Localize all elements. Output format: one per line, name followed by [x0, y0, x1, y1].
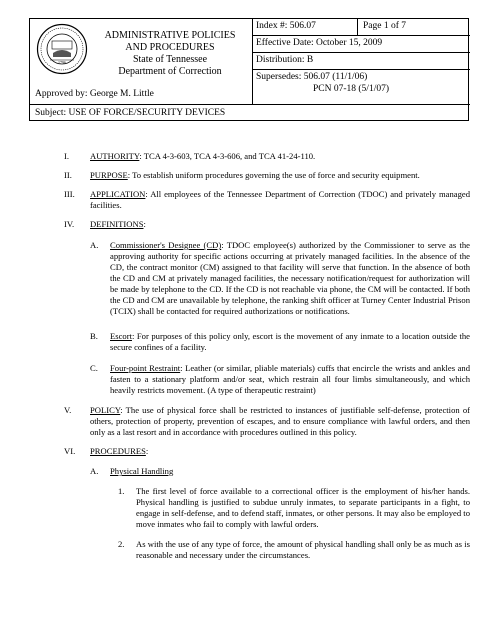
- section-application: [90, 189, 470, 211]
- definition-text: : Leather (or similar, pliable materials) cuffs that encircle the wrists and ankles and fasten to a stationary platform and/or seat, which restrain all four limbs simultaneously, and which heavily restricts movement. (A type of therapeutic restraint): [110, 363, 470, 395]
- index-number: Index #: 506.07: [256, 21, 316, 31]
- state-seal-icon: [36, 23, 88, 75]
- header-box: [29, 18, 469, 121]
- divider: [252, 69, 470, 70]
- section-text: : All employees of the Tennessee Department of Correction (TDOC) and privately managed facilities.: [90, 189, 470, 210]
- organization-name: [92, 30, 248, 78]
- section-policy: [90, 405, 470, 438]
- org-line-3: State of Tennessee: [132, 54, 208, 65]
- item-label: A.: [90, 240, 99, 250]
- section-text: :: [143, 219, 146, 229]
- distribution: Distribution: B: [256, 55, 314, 65]
- definition-term: Commissioner's Designee (CD): [110, 240, 222, 250]
- effective-date: Effective Date: October 15, 2009: [256, 38, 383, 48]
- definition-text: : TDOC employee(s) authorized by the Commissioner to serve as the approving authority for specific actions occurring at privately managed facilities. In the absence of the CD, the contract monitor (CM) assigned to that facility will serve that function. In the absence of both the CD and CM at privately managed facilities, the necessary notification/request for authorization will be made by telephone to the CD. If the CD is not reachable via phone, the CM will be contacted. If both the CD and CM are unavailable by telephone, the ranking shift officer at Turney Center Industrial Prison (TCIX) shall be contacted for required authorizations or notifications.: [110, 240, 470, 316]
- definition-item: [110, 331, 470, 353]
- supersedes-pcn: PCN 07-18 (5/1/07): [313, 84, 389, 94]
- approved-by: Approved by: George M. Little: [35, 89, 154, 99]
- section-number: IV.: [64, 219, 75, 229]
- section-number: II.: [64, 170, 72, 180]
- procedure-item: The first level of force available to a correctional officer is the employment of his/her hands. Physical handling is justified to subdue unruly inmates, to separate participants in a fight, to engage in self-defense, and to defend staff, inmates, or other persons. It may also be employed to move inmates who fail to comply with lawful orders.: [136, 486, 470, 529]
- item-label: 2.: [118, 539, 125, 549]
- item-label: 1.: [118, 486, 125, 496]
- org-line-1: ADMINISTRATIVE POLICIES: [104, 30, 236, 41]
- definition-term: Four-point Restraint: [110, 363, 181, 373]
- section-number: VI.: [64, 446, 76, 456]
- svg-text:1796: 1796: [58, 60, 66, 65]
- section-number: V.: [64, 405, 72, 415]
- org-line-4: Department of Correction: [118, 66, 222, 77]
- section-title: APPLICATION: [90, 189, 146, 199]
- section-authority: [90, 151, 470, 162]
- section-text: :: [145, 446, 149, 456]
- section-purpose: [90, 170, 470, 181]
- definition-text: : For purposes of this policy only, escort is the movement of any inmate to a location outside the secure confines of a facility.: [110, 331, 470, 352]
- divider: [252, 35, 470, 36]
- section-number: I.: [64, 151, 70, 161]
- page-indicator: Page 1 of 7: [363, 21, 407, 31]
- section-text: : TCA 4-3-603, TCA 4-3-606, and TCA 41-24-110.: [139, 151, 316, 161]
- section-text: : The use of physical force shall be restricted to instances of justifiable self-defense, protection of others, protection of property, prevention of escapes, and to ensure compliance with lawful orders, and then only as a last resort and in accordance with procedures outlined in this policy.: [90, 405, 470, 437]
- divider: [30, 104, 470, 105]
- section-number: III.: [64, 189, 75, 199]
- divider: [252, 19, 253, 104]
- definition-item: [110, 240, 470, 317]
- subject-line: Subject: USE OF FORCE/SECURITY DEVICES: [35, 108, 226, 118]
- org-line-2: AND PROCEDURES: [125, 42, 215, 53]
- section-title: PROCEDURES: [90, 446, 146, 456]
- divider: [357, 19, 358, 35]
- item-label: C.: [90, 363, 98, 373]
- item-label: A.: [90, 466, 99, 476]
- section-title: DEFINITIONS: [90, 219, 144, 229]
- section-title: AUTHORITY: [90, 151, 140, 161]
- procedure-heading: [110, 466, 470, 477]
- procedure-item: As with the use of any type of force, the amount of physical handling shall only be as much as is reasonable and necessary under the circumstances.: [136, 539, 470, 560]
- procedure-title: Physical Handling: [110, 466, 174, 476]
- item-label: B.: [90, 331, 98, 341]
- supersedes: Supersedes: 506.07 (11/1/06): [256, 72, 368, 82]
- divider: [252, 52, 470, 53]
- section-text: : To establish uniform procedures governing the use of force and security equipment.: [127, 170, 420, 180]
- section-title: POLICY: [90, 405, 121, 415]
- section-procedures: [90, 446, 470, 457]
- definition-term: Escort: [110, 331, 132, 341]
- section-title: PURPOSE: [90, 170, 128, 180]
- definition-item: [110, 363, 470, 396]
- section-definitions: [90, 219, 470, 230]
